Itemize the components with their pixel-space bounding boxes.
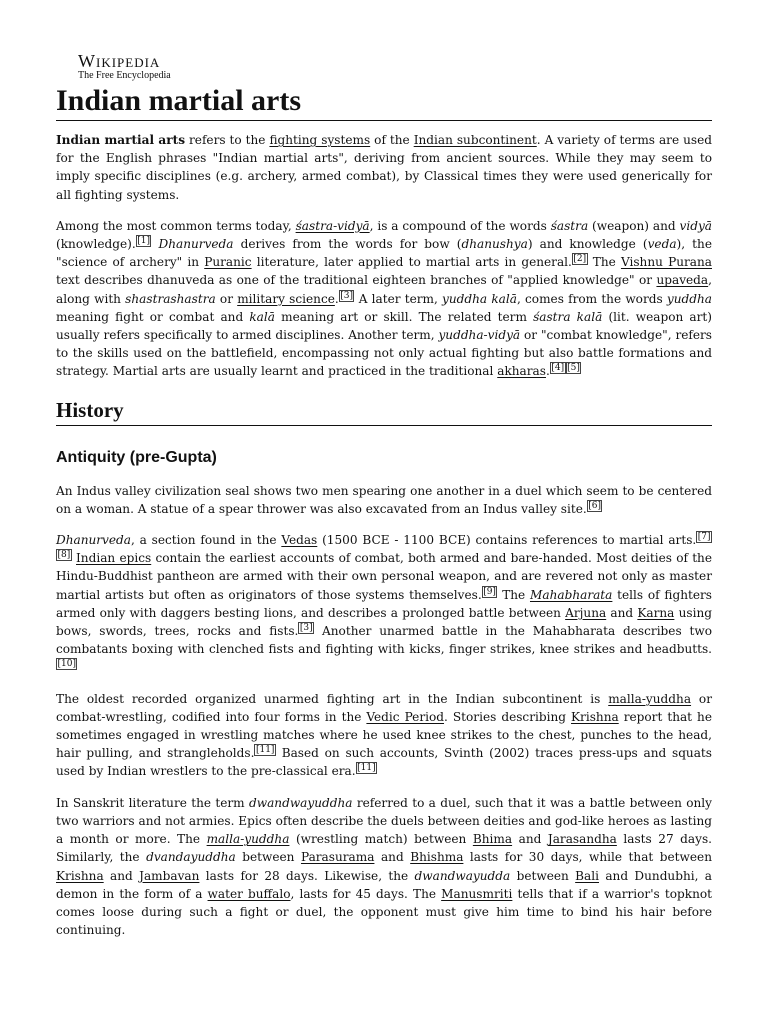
link-indian-subcontinent[interactable]: Indian subcontinent: [413, 133, 537, 147]
link-malla-yuddha-2[interactable]: malla-yuddha: [206, 832, 290, 847]
malla-yuddha-paragraph: The oldest recorded organized unarmed fighting art in the Indian subcontinent is malla-yuddha or combat-wrestling, codified into four forms in the Vedic Period. Stories describing Krishna report that he sometimes engaged in wrestling matches where he used knee strikes to the chest, punches to the head, hair pulling, and strangleholds. [11] Based on such accounts, Svinth (2002) traces press-ups and squats used by Indian wrestlers to the pre-classical era. [11]: [56, 691, 713, 779]
link-akharas[interactable]: akharas: [497, 364, 546, 379]
intro-paragraph: Indian martial arts refers to the fighting systems of the Indian subcontinent. A variety of terms are used for the English phrases "Indian martial arts", deriving from ancient sources. While they may seem to imply specific disciplines (e.g. archery, armed combat), by Classical times they were used generically for all fighting systems.: [56, 133, 712, 202]
link-arjuna[interactable]: Arjuna: [565, 605, 607, 620]
link-sastra-vidya[interactable]: śastra-vidyā: [295, 218, 370, 233]
ref-2[interactable]: [2]: [573, 254, 587, 265]
link-bhishma[interactable]: Bhishma: [410, 850, 464, 865]
link-vedic-period[interactable]: Vedic Period: [366, 709, 445, 724]
ref-10[interactable]: [10]: [57, 659, 76, 670]
article-page: [56, 52, 712, 952]
logo-wordmark: Wikipedia: [78, 51, 161, 71]
link-malla-yuddha[interactable]: malla-yuddha: [608, 691, 692, 706]
link-water-buffalo[interactable]: water buffalo: [207, 886, 291, 901]
link-krishna-2[interactable]: Krishna: [56, 868, 104, 883]
link-jarasandha[interactable]: Jarasandha: [547, 832, 617, 847]
link-military-science[interactable]: military science: [237, 291, 335, 306]
page-title: Indian martial arts: [56, 84, 712, 121]
link-vedas[interactable]: Vedas: [281, 533, 318, 548]
wikipedia-logo[interactable]: [78, 52, 712, 82]
link-parasurama[interactable]: Parasurama: [300, 850, 375, 865]
link-bali[interactable]: Bali: [575, 868, 599, 883]
link-mahabharata[interactable]: Mahabharata: [529, 587, 613, 602]
link-karna[interactable]: Karna: [637, 605, 675, 620]
ref-4[interactable]: [4]: [551, 363, 565, 374]
link-krishna[interactable]: Krishna: [571, 709, 619, 724]
link-fighting-systems[interactable]: fighting systems: [269, 133, 371, 147]
link-indian-epics[interactable]: Indian epics: [76, 551, 152, 566]
ref-5[interactable]: [5]: [567, 363, 580, 374]
ref-3[interactable]: [3]: [340, 290, 353, 301]
link-puranic[interactable]: Puranic: [204, 255, 252, 270]
ref-9[interactable]: [9]: [483, 586, 496, 597]
bold-term: Indian martial arts: [56, 133, 186, 147]
section-heading-history: History: [56, 397, 712, 426]
indus-paragraph: An Indus valley civilization seal shows two men spearing one another in a duel which seem to be centered on a woman. A statue of a spear thrower was also excavated from an Indus valley site. [6]: [56, 483, 712, 516]
link-bhima[interactable]: Bhima: [472, 832, 513, 847]
link-vishnu-purana[interactable]: Vishnu Purana: [620, 255, 712, 270]
dwandwayuddha-paragraph: In Sanskrit literature the term dwandwayuddha referred to a duel, such that it was a battle between only two warriors and not armies. Epics often describe the duels between deities and god-like heroes as lasting a month or more. The malla-yuddha (wrestling match) between Bhima and Jarasandha lasts 27 days. Similarly, the dvandayuddha between Parasurama and Bhishma lasts for 30 days, while that between Krishna and Jambavan lasts for 28 days. Likewise, the dwandwayudda between Bali and Dundubhi, a demon in the form of a water buffalo, lasts for 45 days. The Manusmriti tells that if a warrior's topknot comes loose during such a fight or duel, the opponent must give him time to bind his hair before continuing.: [56, 795, 713, 938]
ref-3b[interactable]: [3]: [299, 623, 313, 634]
ref-6[interactable]: [6]: [588, 500, 601, 511]
ref-7[interactable]: [7]: [697, 532, 711, 543]
ref-11[interactable]: [11]: [255, 745, 275, 756]
link-manusmriti[interactable]: Manusmriti: [441, 886, 513, 901]
subsection-heading-antiquity: Antiquity (pre-Gupta): [56, 448, 217, 466]
ref-11b[interactable]: [11]: [357, 763, 376, 774]
logo-tagline: The Free Encyclopedia: [78, 70, 171, 81]
ref-8[interactable]: [8]: [57, 550, 71, 561]
link-upaveda[interactable]: upaveda: [656, 273, 709, 288]
link-jambavan[interactable]: Jambavan: [139, 868, 200, 883]
terms-paragraph: Among the most common terms today, śastra-vidyā, is a compound of the words śastra (weapon) and vidyā (knowledge). [1] Dhanurveda derives from the words for bow (dhanushya) and knowledge (veda), the "science of archery" in Puranic literature, later applied to martial arts in general. [2] The Vishnu Purana text describes dhanuveda as one of the traditional eighteen branches of "applied knowledge" or upaveda, along with shastrashastra or military science. [3] A later term, yuddha kalā, comes from the words yuddha meaning fight or combat and kalā meaning art or skill. The related term śastra kalā (lit. weapon art) usually refers specifically to armed disciplines. Another term, yuddha-vidyā or "combat knowledge", refers to the skills used on the battlefield, encompassing not only actual fighting but also battle formations and strategy. Martial arts are usually learnt and practiced in the traditional akharas. [4] [5]: [56, 218, 712, 379]
dhanurveda-paragraph: Dhanurveda, a section found in the Vedas (1500 BCE - 1100 BCE) contains references to martial arts. [7][8] Indian epics contain the earliest accounts of combat, both armed and bare-handed. Most deities of the Hindu-Buddhist pantheon are armed with their own personal weapon, and are revered not only as master martial artists but often as originators of those systems themselves. [9] The Mahabharata tells of fighters armed only with daggers besting lions, and describes a prolonged battle between Arjuna and Karna using bows, swords, trees, rocks and fists. [3] Another unarmed battle in the Mahabharata describes two combatants boxing with clenched fists and fighting with kicks, finger strikes, knee strikes and headbutts.[10]: [56, 532, 713, 670]
ref-1[interactable]: [1]: [137, 236, 150, 247]
